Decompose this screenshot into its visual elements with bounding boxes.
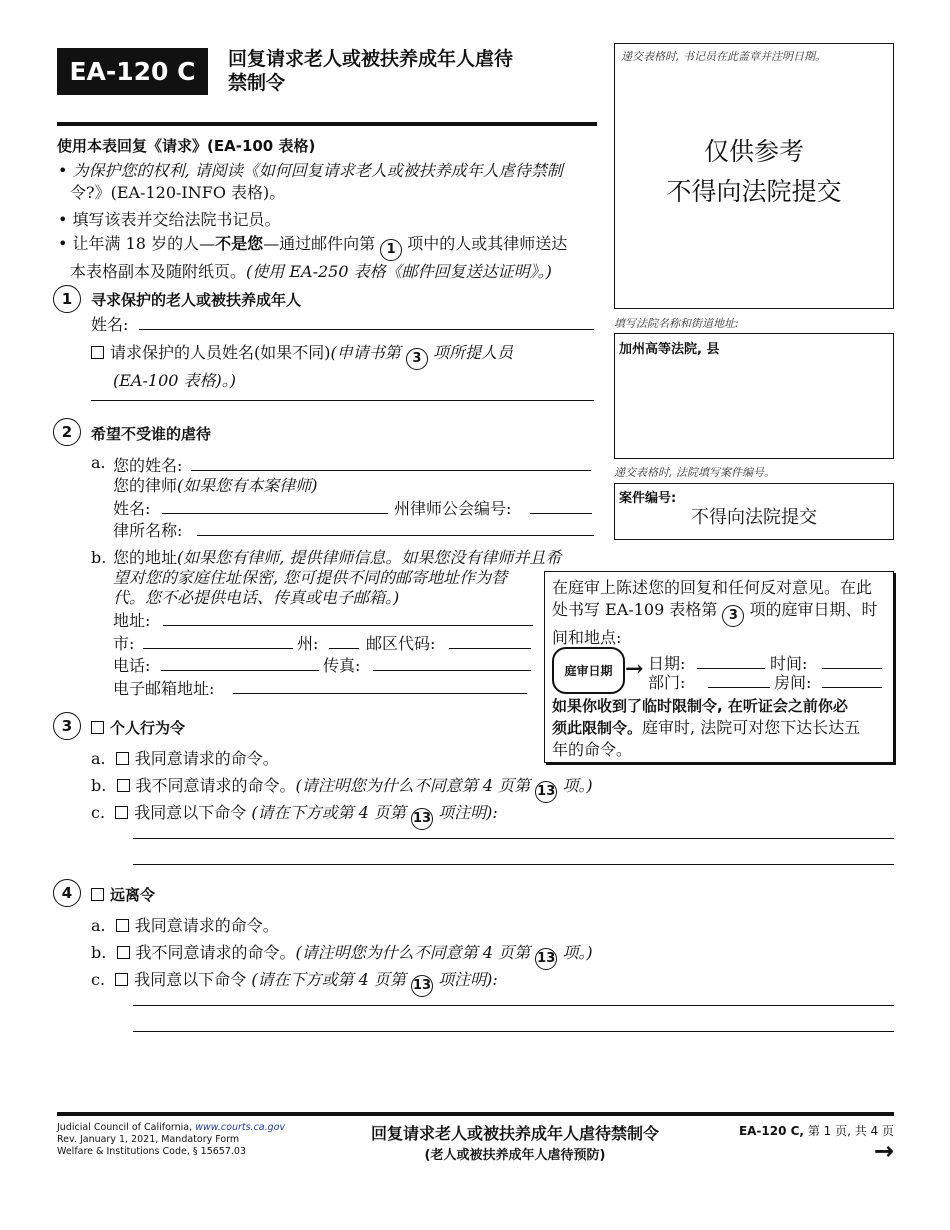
hearing-date-field[interactable] bbox=[697, 668, 765, 669]
checkbox[interactable] bbox=[91, 346, 104, 359]
hearing-dept-field[interactable] bbox=[708, 687, 770, 688]
checkbox[interactable] bbox=[91, 721, 104, 734]
zip-field[interactable] bbox=[449, 648, 531, 649]
footer-left: Judicial Council of California, www.courts.ca.gov Rev. January 1, 2021, Mandatory Form Welfare & Institutions Code, § 15657.03 bbox=[57, 1122, 286, 1157]
law-firm-field[interactable] bbox=[197, 535, 594, 536]
hearing-room-label: 房间: bbox=[774, 673, 812, 692]
hearing-date-label: 日期: bbox=[648, 654, 686, 673]
clerk-stamp-box bbox=[614, 43, 894, 309]
state-field[interactable] bbox=[329, 648, 359, 649]
instruction-bullet-1: • 为保护您的权利, 请阅读《如何回复请求老人或被扶养成年人虐待禁制 令?》(EA-120-INFO 表格)。 bbox=[58, 161, 563, 202]
phone-field[interactable] bbox=[161, 670, 319, 671]
website-link[interactable]: www.courts.ca.gov bbox=[195, 1122, 286, 1133]
address-field[interactable] bbox=[163, 625, 533, 626]
your-name-field[interactable] bbox=[191, 470, 591, 471]
section-4-explain-line-2[interactable] bbox=[133, 1031, 894, 1032]
checkbox[interactable] bbox=[91, 888, 104, 901]
section-4-option-c[interactable]: c. 我同意以下命令 (请在下方或第 4 页第 13 项注明): bbox=[91, 967, 498, 997]
instruction-bullet-2: • 填写该表并交给法院书记员。 bbox=[58, 210, 281, 229]
header-rule bbox=[57, 122, 597, 126]
checkbox[interactable] bbox=[116, 752, 129, 765]
hearing-info-box bbox=[544, 571, 894, 763]
court-note: 填写法院名称和街道地址: bbox=[614, 317, 739, 330]
use-heading: 使用本表回复《请求》(EA-100 表格) bbox=[57, 137, 316, 155]
protected-person-check[interactable]: 请求保护的人员姓名(如果不同)(申请书第 3 项所提人员 (EA-100 表格)。) bbox=[91, 342, 513, 392]
section-4-option-a[interactable]: a. 我同意请求的命令。 bbox=[91, 916, 279, 935]
checkbox[interactable] bbox=[115, 973, 128, 986]
fax-field[interactable] bbox=[373, 670, 531, 671]
footer-title: 回复请求老人或被扶养成年人虐待禁制令 (老人或被扶养成年人虐待预防) bbox=[370, 1124, 659, 1163]
section-3-number: 3 bbox=[53, 712, 81, 740]
clerk-note: 递交表格时, 书记员在此盖章并注明日期。 bbox=[621, 50, 826, 63]
your-lawyer-label: 您的律师(如果您有本案律师) bbox=[113, 476, 318, 495]
phone-label: 电话: bbox=[113, 656, 151, 675]
section-1-number: 1 bbox=[53, 285, 81, 313]
protected-name-field[interactable] bbox=[139, 329, 594, 330]
hearing-instructions: 在庭审上陈述您的回复和任何反对意见。在此 处书写 EA-109 表格第 3 项的庭审日期、时 间和地点: bbox=[552, 578, 878, 647]
item-a-letter: a. bbox=[91, 453, 106, 472]
section-4-option-b[interactable]: b. 我不同意请求的命令。(请注明您为什么不同意第 4 页第 13 项。) bbox=[91, 940, 593, 970]
badge-arrow-icon: → bbox=[625, 656, 644, 682]
checkbox[interactable] bbox=[117, 779, 130, 792]
reference-stamp: 仅供参考 不得向法院提交 bbox=[666, 137, 842, 206]
section-2-number: 2 bbox=[53, 418, 81, 446]
protected-name-label: 姓名: bbox=[91, 315, 129, 334]
address-label: 地址: bbox=[113, 611, 151, 630]
hearing-dept-label: 部门: bbox=[648, 673, 686, 692]
next-page-arrow-icon: → bbox=[873, 1137, 894, 1165]
email-label: 电子邮箱地址: bbox=[113, 679, 215, 698]
fax-label: 传真: bbox=[323, 656, 361, 675]
footer-page-info: EA-120 C, 第 1 页, 共 4 页 bbox=[738, 1124, 894, 1138]
hearing-date-badge: 庭审日期 bbox=[552, 647, 625, 694]
section-3-option-b[interactable]: b. 我不同意请求的命令。(请注明您为什么不同意第 4 页第 13 项。) bbox=[91, 773, 593, 803]
section-2-title: 希望不受谁的虐待 bbox=[91, 425, 212, 443]
city-label: 市: bbox=[113, 634, 135, 653]
law-firm-label: 律所名称: bbox=[113, 521, 183, 540]
city-field[interactable] bbox=[143, 648, 293, 649]
case-number-label: 案件编号: bbox=[619, 491, 677, 506]
email-field[interactable] bbox=[233, 693, 527, 694]
case-number-box[interactable] bbox=[614, 483, 894, 540]
checkbox[interactable] bbox=[116, 919, 129, 932]
restraining-order-warning: 如果你收到了临时限制令, 在听证会之前你必 须此限制令。庭审时, 法院可对您下达长达五 年的命令。 bbox=[552, 697, 861, 759]
checkbox[interactable] bbox=[117, 946, 130, 959]
section-3-title[interactable]: 个人行为令 bbox=[91, 717, 185, 738]
case-note: 递交表格时, 法院填写案件编号。 bbox=[614, 466, 775, 479]
lawyer-name-label: 姓名: bbox=[113, 499, 151, 518]
section-3-explain-line-1[interactable] bbox=[133, 838, 894, 839]
section-4-number: 4 bbox=[53, 879, 81, 907]
bar-number-label: 州律师公会编号: bbox=[394, 499, 512, 518]
your-address-instructions: 您的地址(如果您有律师, 提供律师信息。如果您没有律师并且希 望对您的家庭住址保密, 您可提供不同的邮寄地址作为替 代。您不必提供电话、传真或电子邮箱。) bbox=[113, 548, 562, 607]
section-3-explain-line-2[interactable] bbox=[133, 864, 894, 865]
section-1-title: 寻求保护的老人或被扶养成年人 bbox=[91, 291, 302, 309]
item-b-letter: b. bbox=[91, 548, 107, 567]
protected-person-name-field[interactable] bbox=[91, 400, 594, 401]
section-4-title[interactable]: 远离令 bbox=[91, 884, 155, 905]
form-id: EA-120 C bbox=[69, 57, 196, 86]
zip-label: 邮区代码: bbox=[366, 634, 436, 653]
hearing-room-field[interactable] bbox=[822, 687, 882, 688]
form-id-badge bbox=[57, 48, 208, 95]
section-3-option-a[interactable]: a. 我同意请求的命令。 bbox=[91, 749, 279, 768]
court-name: 加州高等法院, 县 bbox=[619, 342, 720, 357]
hearing-time-field[interactable] bbox=[822, 668, 882, 669]
instruction-bullet-3: • 让年满 18 岁的人—不是您—通过邮件向第 1 项中的人或其律师送达 本表格副本及随附纸页。(使用 EA-250 表格《邮件回复送达证明》。) bbox=[58, 234, 568, 281]
hearing-time-label: 时间: bbox=[770, 654, 808, 673]
footer-rule bbox=[57, 1112, 894, 1116]
section-3-option-c[interactable]: c. 我同意以下命令 (请在下方或第 4 页第 13 项注明): bbox=[91, 800, 498, 830]
court-name-box[interactable] bbox=[614, 333, 894, 459]
section-4-explain-line-1[interactable] bbox=[133, 1005, 894, 1006]
your-name-label: 您的姓名: bbox=[113, 456, 183, 475]
case-number-value: 不得向法院提交 bbox=[691, 507, 817, 528]
bar-number-field[interactable] bbox=[530, 513, 592, 514]
checkbox[interactable] bbox=[115, 806, 128, 819]
lawyer-name-field[interactable] bbox=[162, 513, 388, 514]
state-label: 州: bbox=[297, 634, 319, 653]
form-title: 回复请求老人或被扶养成年人虐待 禁制令 bbox=[228, 48, 514, 94]
